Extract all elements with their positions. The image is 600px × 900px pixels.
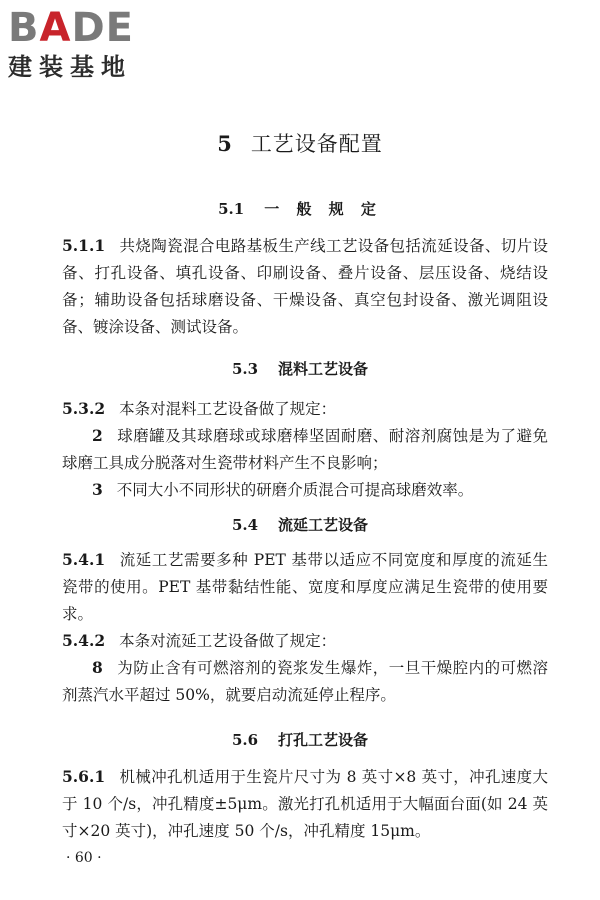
section-heading: 5.1 一 般 规 定 (218, 200, 382, 218)
chapter-number: 5 (217, 131, 233, 156)
item-paragraph: 8 为防止含有可燃溶剂的瓷浆发生爆炸，一旦干燥腔内的可燃溶剂蒸汽水平超过 50%，就要启动流延停止程序。 (62, 658, 548, 704)
chapter-title: 工艺设备配置 (250, 132, 383, 156)
chapter-heading (0, 128, 600, 158)
clause-paragraph: 5.4.2 本条对流延工艺设备做了规定： (62, 631, 337, 650)
item-paragraph: 2 球磨罐及其球磨球或球磨棒坚固耐磨、耐溶剂腐蚀是为了避免球磨工具成分脱落对生瓷带材料产生不良影响； (62, 426, 548, 472)
clause-paragraph: 5.6.1 机械冲孔机适用于生瓷片尺寸为 8 英寸×8 英寸，冲孔速度大于 10 个/s，冲孔精度±5μm。激光打孔机适用于大幅面台面(如 24 英寸×20 英寸)，冲孔速度 50 个/s，冲孔精度 15μm。 (62, 767, 548, 840)
clause-paragraph: 5.3.2 本条对混料工艺设备做了规定： (62, 399, 337, 418)
section-heading: 5.4 流延工艺设备 (231, 516, 369, 534)
item-paragraph: 3 不同大小不同形状的研磨介质混合可提高球磨效率。 (92, 480, 474, 499)
section-heading: 5.3 混料工艺设备 (231, 360, 369, 378)
logo-wordmark: BADE (8, 5, 134, 51)
clause-paragraph: 5.4.1 流延工艺需要多种 PET 基带以适应不同宽度和厚度的流延生瓷带的使用。PET 基带黏结性能、宽度和厚度应满足生瓷带的使用要求。 (62, 550, 548, 623)
logo-chinese: 建装基地 (8, 53, 132, 81)
section-heading: 5.6 打孔工艺设备 (231, 731, 369, 749)
logo (8, 6, 178, 82)
clause-paragraph: 5.1.1 共烧陶瓷混合电路基板生产线工艺设备包括流延设备、切片设备、打孔设备、填孔设备、印刷设备、叠片设备、层压设备、烧结设备；辅助设备包括球磨设备、干燥设备、真空包封设备、激光调阻设备、镀涂设备、测试设备。 (62, 236, 548, 336)
page-number: · 60 · (66, 850, 102, 866)
